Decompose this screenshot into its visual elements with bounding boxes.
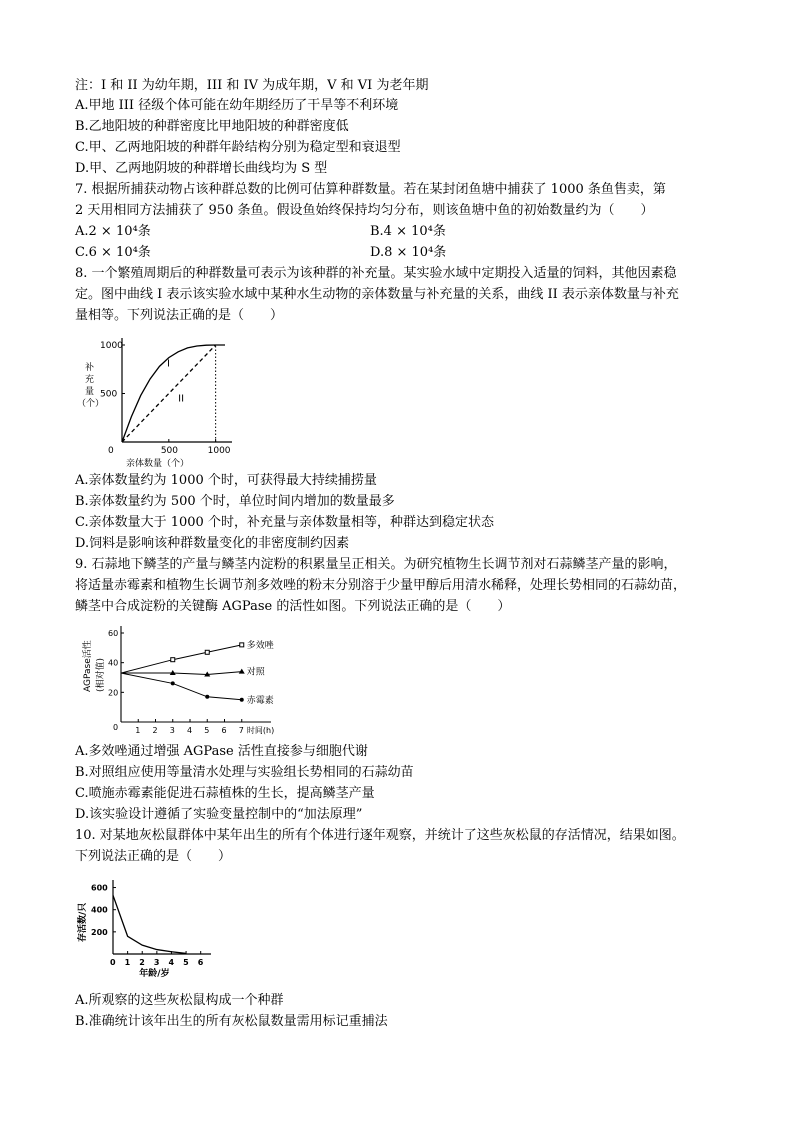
chart2-point [170,670,176,675]
chart2-point [240,643,244,647]
chart2-y-tick-label: 40 [108,658,119,668]
recruitment-chart [75,330,245,470]
chart2-series-line [121,673,242,700]
chart1-ylabel-1: 补 [85,363,95,373]
q7-option-c: C.6 × 10⁴条 [75,245,151,260]
chart2-ylabel-unit: (相对值) [96,657,106,692]
q9-stem-line: 将适量赤霉素和植物生长调节剂多效唑的粉末分别溶于少量甲醇后用清水稀释，处理长势相同的石蒜幼苗， [75,578,687,593]
chart2-xlabel: 时间(h) [246,726,275,735]
chart3-ylabel: 存活数/只 [78,902,88,942]
chart1-x-tick-label: 0 [108,446,114,456]
chart3-x-tick-label: 3 [153,958,160,967]
chart3-series-line [113,895,186,953]
chart2-origin: 0 [113,723,119,732]
chart1-ylabel-3: 量 [85,387,95,397]
chart2-x-tick-label: 6 [221,726,227,735]
chart2-x-tick-label: 4 [187,726,193,735]
chart2-point [239,669,245,674]
chart2-x-tick-label: 2 [152,726,158,735]
chart2-y-tick-label: 60 [108,629,119,638]
chart2-point [205,650,209,654]
chart3-x-tick-label: 5 [183,958,189,967]
note-text: 注：I 和 II 为幼年期，III 和 IV 为成年期，V 和 VI 为老年期 [75,78,429,93]
q10-stem-line: 10. 对某地灰松鼠群体中某年出生的所有个体进行逐年观察，并统计了这些灰松鼠的存活情况，结果如图。 [75,828,685,843]
q7-option-d: D.8 × 10⁴条 [370,245,447,260]
chart2-x-tick-label: 5 [204,726,210,735]
chart3-xlabel: 年龄/岁 [139,969,170,979]
q6-option-b: B.乙地阳坡的种群密度比甲地阳坡的种群密度低 [75,119,349,134]
q9-stem-line: 9. 石蒜地下鳞茎的产量与鳞茎内淀粉的积累量呈正相关。为研究植物生长调节剂对石蒜鳞茎产量的影响， [75,557,677,572]
chart2-point [205,695,209,699]
q10-option-b: B.准确统计该年出生的所有灰松鼠数量需用标记重捕法 [75,1014,388,1029]
chart2-x-tick-label: 3 [169,726,175,735]
q10-stem-line: 下列说法正确的是（ ） [75,849,232,864]
chart1-ylabel-4: （个） [77,399,105,409]
q6-option-c: C.甲、乙两地阳坡的种群年龄结构分别为稳定型和衰退型 [75,140,401,155]
q9-option-d: D.该实验设计遵循了实验变量控制中的“加法原理” [75,807,363,822]
q8-option-d: D.饲料是影响该种群数量变化的非密度制约因素 [75,536,350,551]
chart3-x-tick-label: 1 [124,958,131,967]
agpase-chart [78,620,293,738]
chart2-x-tick-label: 7 [238,726,244,735]
chart1-ylabel-2: 充 [85,375,95,385]
chart3-plot [113,895,186,953]
q8-option-c: C.亲体数量大于 1000 个时，补充量与亲体数量相等，种群达到稳定状态 [75,515,494,530]
chart1-y-tick-label: 1000 [100,341,123,351]
q6-option-a: A.甲地 III 径级个体可能在幼年期经历了干旱等不利环境 [75,98,399,113]
chart2-y-tick-label: 20 [108,688,119,698]
chart1-label-II: II [178,393,185,405]
q9-option-b: B.对照组应使用等量清水处理与实验组长势相同的石蒜幼苗 [75,765,414,780]
chart2-series-label: 赤霉素 [246,695,274,706]
chart3-y-tick-label: 400 [91,905,108,915]
chart3-y-tick-label: 600 [91,883,108,893]
q7-stem-line: 7. 根据所捕获动物占该种群总数的比例可估算种群数量。若在某封闭鱼塘中捕获了 1000 条鱼售卖，第 [75,182,666,197]
q8-stem-line: 8. 一个繁殖周期后的种群数量可表示为该种群的补充量。某实验水域中定期投入适量的饲料，其他因素稳 [75,266,677,281]
chart2-series-line [121,645,242,673]
q8-stem-line: 定。图中曲线 I 表示该实验水域中某种水生动物的亲体数量与补充量的关系，曲线 II 表示亲体数量与补充 [75,287,679,302]
q7-option-a: A.2 × 10⁴条 [75,224,151,239]
chart1-plot [122,345,225,442]
chart2-series-line [121,672,242,675]
q6-option-d: D.甲、乙两地阴坡的种群增长曲线均为 S 型 [75,161,328,176]
chart2-point [171,658,175,662]
chart3-x-tick-label: 0 [110,958,116,967]
chart2-ylabel: AGPase活性 [83,640,93,692]
chart3-x-tick-label: 2 [139,958,145,967]
q7-option-b: B.4 × 10⁴条 [370,224,446,239]
chart1-x-tick-label: 1000 [207,446,231,456]
chart1-xlabel: 亲体数量（个） [126,459,190,469]
q8-option-a: A.亲体数量约为 1000 个时，可获得最大持续捕捞量 [75,473,377,488]
chart3-axes [91,880,211,979]
chart1-series-I [122,345,225,442]
chart2-series-label: 对照 [246,667,265,678]
chart1-y-tick-label: 500 [100,389,118,400]
chart2-x-tick-label: 1 [135,726,141,735]
q8-stem-line: 量相等。下列说法正确的是（ ） [75,308,284,323]
chart2-series-label: 多效唑 [246,640,274,651]
q8-option-b: B.亲体数量约为 500 个时，单位时间内增加的数量最多 [75,494,395,509]
survival-chart [75,872,225,980]
chart3-x-tick-label: 4 [168,958,175,967]
chart2-point [171,681,175,685]
chart1-x-tick-label: 500 [160,446,179,456]
chart2-point [240,698,244,702]
q9-option-c: C.喷施赤霉素能促进石蒜植株的生长，提高鳞茎产量 [75,786,375,801]
chart2-plot [121,639,275,706]
q7-stem-line: 2 天用相同方法捕获了 950 条鱼。假设鱼始终保持均匀分布，则该鱼塘中鱼的初始数量约为（ ） [75,203,654,218]
q9-stem-line: 鳞茎中合成淀粉的关键酶 AGPase 的活性如图。下列说法正确的是（ ） [75,599,511,614]
chart3-x-tick-label: 6 [197,958,204,967]
q10-option-a: A.所观察的这些灰松鼠构成一个种群 [75,993,284,1008]
q9-option-a: A.多效唑通过增强 AGPase 活性直接参与细胞代谢 [75,744,368,759]
chart1-label-I: I [166,358,170,370]
chart3-y-tick-label: 200 [91,927,108,937]
